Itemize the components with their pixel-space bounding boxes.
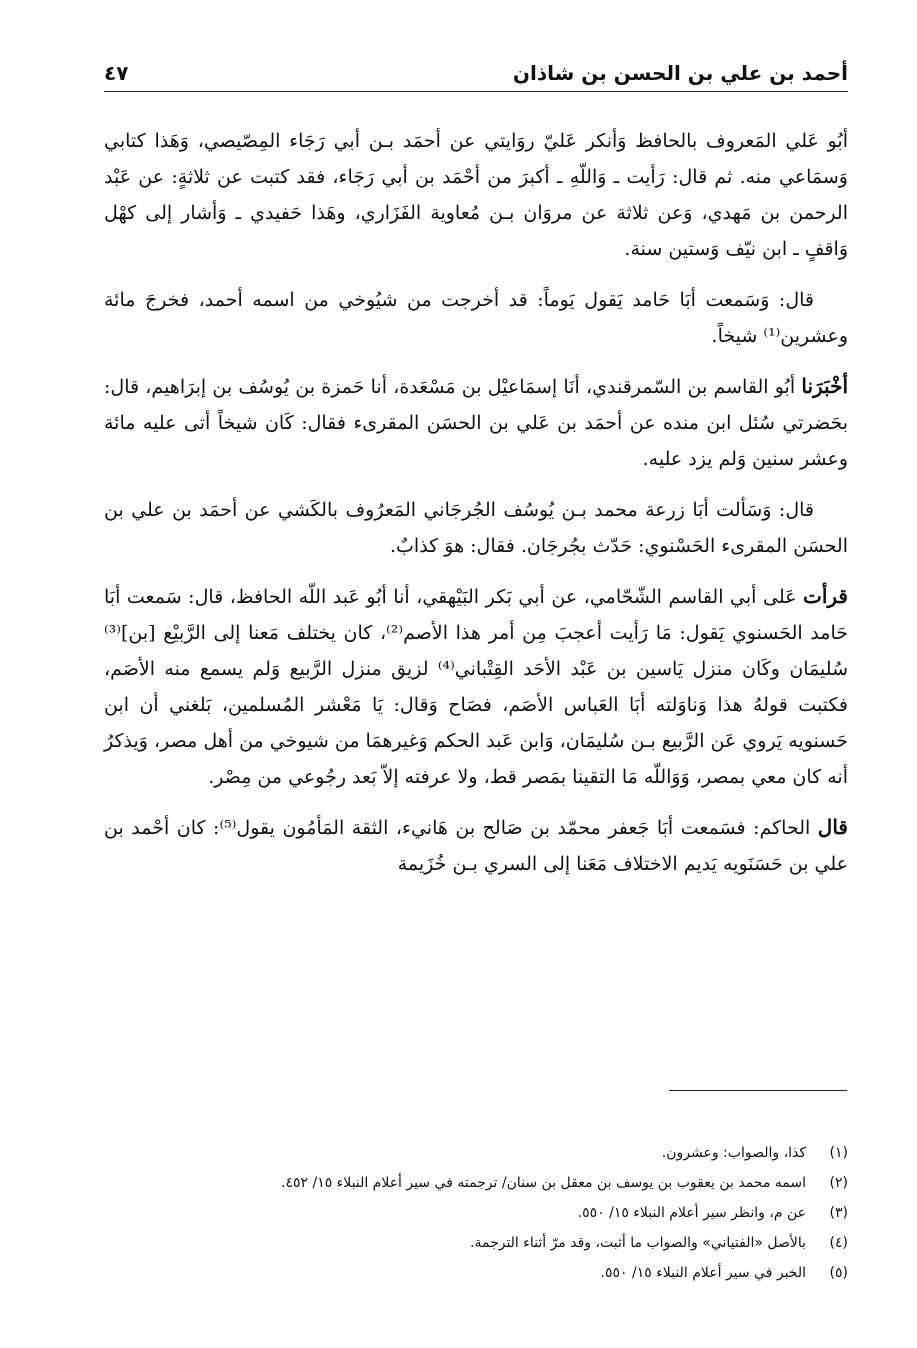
footnotes [104, 1138, 848, 1288]
footnote-1 [104, 1138, 848, 1168]
footnote-5 [104, 1258, 848, 1288]
paragraph-lead: قال [817, 815, 848, 839]
footnote-text: اسمه محمد بن يعقوب بن يوسف بن معقل بن سنان/ ترجمته في سير أعلام النبلاء ١٥/ ٤٥٢. [281, 1175, 806, 1191]
paragraph-text: قال: وَسَألت أبَا زرعة محمد بـن يُوسُف الجُرجَاني المَعرُوف بالكَشي عن أحمَد بن علي بن الحسَن المقرىء الحَسْنوي: حَدّث بجُرجَان. فقال: هوَ كذابٌ. [104, 499, 848, 557]
main-text [104, 122, 848, 896]
footnote-3 [104, 1198, 848, 1228]
footnote-number: (٤) [829, 1235, 848, 1251]
paragraph-text: الحاكم: فسَمعت أبَا جَعفر محمّد بن صَالح بن هَانيء، الثقة المَأمُون يقول⁽⁵⁾: كان أحْمد بن علي بن حَسَنَويه يَديم الاختلاف مَعَنا إلى السري بـن خُزَيمة [104, 817, 848, 875]
footnote-number: (٣) [829, 1205, 848, 1221]
paragraph-text: أبُو عَلي المَعروف بالحافظ وَأنكر عَليّ روَايتي عن أحمَد بـن أبي رَجَاء المِصّيصي، وَهَذا كتابي وَسمَاعي منه. ثم قال: رَأيت ـ وَاللّهِ ـ أكبرَ من أحْمَد بن أبي رَجَاء، فقد كتبت عن ثلاثةٍ: عن عَبْد الرحمن بن مَهدي، وَعن ثلاثة عن مروَان بـن مُعاوية الفَزَاري، وهَذا حَفيدي ـ وَأشار إلى كهْل وَاقفٍ ـ ابن نيّف وَستين سنة. [104, 130, 849, 260]
footnote-number: (٢) [829, 1175, 848, 1191]
paragraph-6 [104, 809, 848, 882]
page-header [104, 58, 848, 92]
footnote-number: (٥) [829, 1265, 848, 1281]
paragraph-text: قال: وَسَمعت أبَا حَامد يَقول يَوماً: قد أخرجت من شيُوخي من اسمه أحمد، فخرجَ مائة وعشرين⁽¹⁾ شيخاً. [104, 289, 848, 347]
footnote-4 [104, 1228, 848, 1258]
paragraph-3 [104, 368, 848, 477]
paragraph-2 [104, 281, 848, 354]
footnote-divider [669, 1090, 847, 1091]
paragraph-lead: أخْبَرَنا [801, 374, 849, 398]
footnote-text: الخبر في سير أعلام النبلاء ١٥/ ٥٥٠. [600, 1265, 806, 1281]
footnote-2 [104, 1168, 848, 1198]
page-number: ٤٧ [104, 61, 129, 85]
paragraph-5 [104, 578, 848, 795]
footnote-number: (١) [829, 1145, 848, 1161]
paragraph-1 [104, 122, 848, 267]
footnote-text: بالأصل «الفتياني» والصواب ما أثبت، وقد مرّ أثناء الترجمة. [470, 1235, 806, 1251]
paragraph-4 [104, 491, 848, 564]
footnote-text: عن م، وانظر سير أعلام النبلاء ١٥/ ٥٥٠. [577, 1205, 806, 1221]
paragraph-text: عَلى أبي القاسم الشّحّامي، عن أبي بَكر البَيْهقي، أنا أبُو عَبد اللّه الحافظ، قال: سَمعت أبَا حَامد الحَسنوي يَقول: مَا رَأيت أعجبَ مِن أمر هذا الأصم⁽²⁾، كان يختلف مَعنا إلى الرَّبيْع [بن]⁽³⁾ سُليمَان وكَان منزل يَاسين بن عَبْد الأحَد القِتْباني⁽⁴⁾ لزيق منزل الرَّبيع وَلم يسمع منه الأصَم، فكتبت قولهُ هذا وَناوَلته أبَا العَباس الأصَم، فصَاح وَقال: يَا مَعْشر المُسلمين، بَلغني أن ابن حَسنويه يَروي عَن الرَّبيع بـن سُليمَان، وَابن عَبد الحكم وَغيرهمَا من شيوخي من أهل مصر، وَيذكرُ أنه كان معي بمصر، وَوَاللّه مَا التقينا بمَصر قط، ولا عرفته إلاّ بَعد رجُوعي من مِصْر. [104, 586, 848, 788]
footnote-text: كذا، والصواب: وعشرون. [661, 1145, 806, 1161]
paragraph-text: أبُو القاسم بن السّمرقندي، أنَا إسمَاعيْل بن مَسْعَدة، أنا حَمزة بن يُوسُف بن إبرَاهيم، قال: بحَضرتي سُئل ابن منده عن أحمَد بن عَلي بن الحسَن المقرىء فقال: كَان شيخاً أتى عليه مائة وعشر سنين وَلم يزد عليه. [104, 376, 848, 470]
running-title: أحمد بن علي بن الحسن بن شاذان [512, 61, 848, 85]
paragraph-lead: قرأت [803, 584, 848, 608]
